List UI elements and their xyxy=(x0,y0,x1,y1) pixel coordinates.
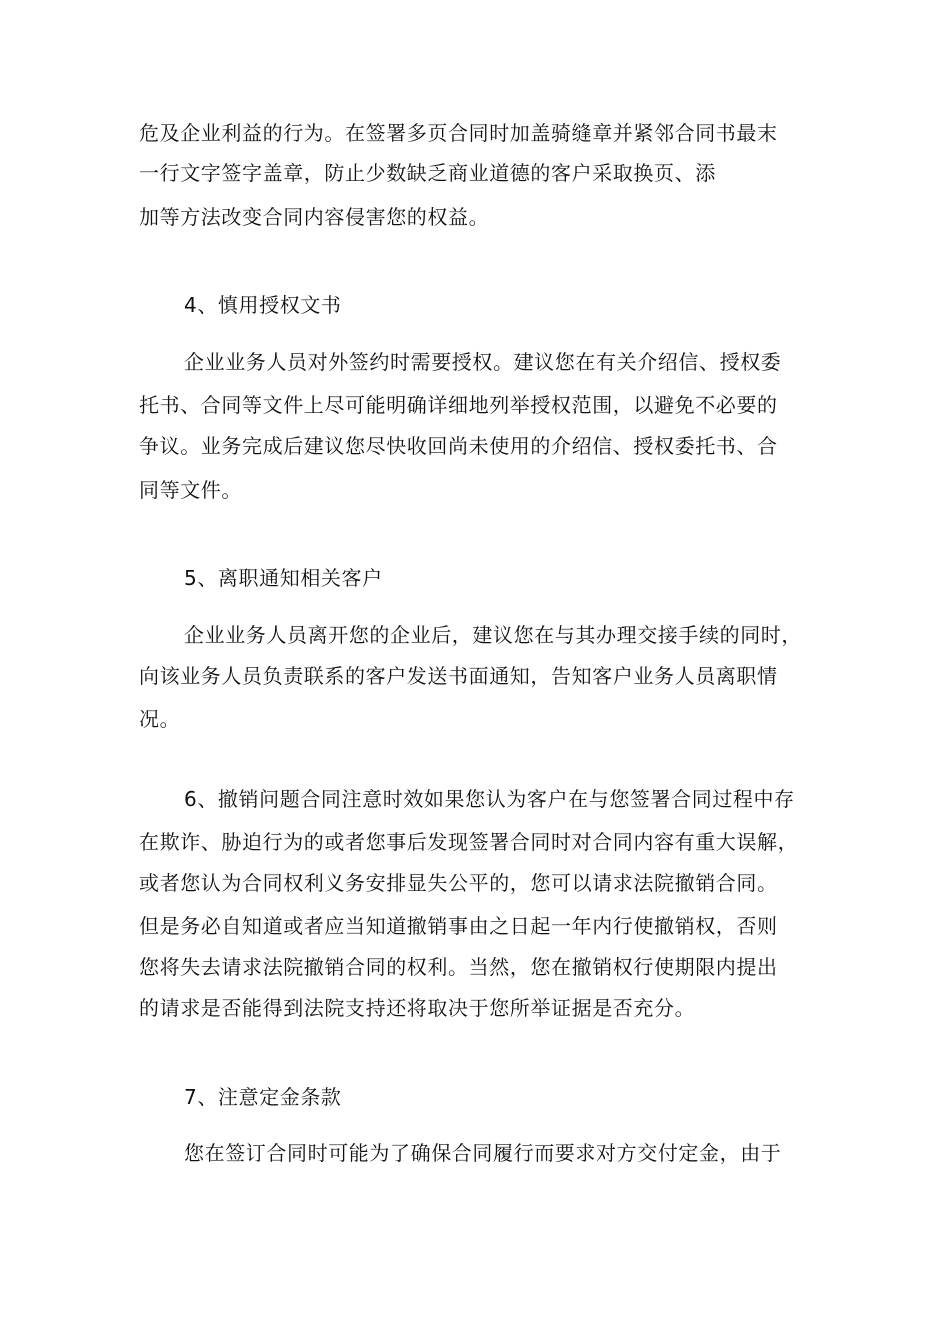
paragraph-line: 或者您认为合同权利义务安排显失公平的，您可以请求法院撤销合同。 xyxy=(139,871,778,895)
paragraph-line: 争议。业务完成后建议您尽快收回尚未使用的介绍信、授权委托书、合 xyxy=(139,434,778,458)
paragraph-line: 向该业务人员负责联系的客户发送书面通知，告知客户业务人员离职情 xyxy=(139,664,778,688)
section-heading: 4、慎用授权文书 xyxy=(184,293,342,317)
section-heading: 7、注意定金条款 xyxy=(184,1085,342,1109)
paragraph-line: 企业业务人员离开您的企业后，建议您在与其办理交接手续的同时， xyxy=(184,623,802,647)
paragraph-line: 您将失去请求法院撤销合同的权利。当然，您在撤销权行使期限内提出 xyxy=(139,955,778,979)
paragraph-line: 在欺诈、胁迫行为的或者您事后发现签署合同时对合同内容有重大误解， xyxy=(139,830,799,854)
paragraph-line: 况。 xyxy=(139,707,181,731)
paragraph-line: 的请求是否能得到法院支持还将取决于您所举证据是否充分。 xyxy=(139,996,696,1020)
paragraph-line: 企业业务人员对外签约时需要授权。建议您在有关介绍信、授权委 xyxy=(184,350,782,374)
paragraph-line: 同等文件。 xyxy=(139,478,242,502)
paragraph-line: 但是务必自知道或者应当知道撤销事由之日起一年内行使撤销权，否则 xyxy=(139,914,778,938)
paragraph-line: 危及企业利益的行为。在签署多页合同时加盖骑缝章并紧邻合同书最末 xyxy=(139,121,778,145)
paragraph-line: 6、撤销问题合同注意时效如果您认为客户在与您签署合同过程中存 xyxy=(184,787,795,811)
paragraph-line: 托书、合同等文件上尽可能明确详细地列举授权范围，以避免不必要的 xyxy=(139,393,778,417)
paragraph-line: 加等方法改变合同内容侵害您的权益。 xyxy=(139,205,490,229)
paragraph-line: 您在签订合同时可能为了确保合同履行而要求对方交付定金，由于 xyxy=(184,1141,782,1165)
paragraph-line: 一行文字签字盖章，防止少数缺乏商业道德的客户采取换页、添 xyxy=(139,161,716,185)
section-heading: 5、离职通知相关客户 xyxy=(184,566,383,590)
